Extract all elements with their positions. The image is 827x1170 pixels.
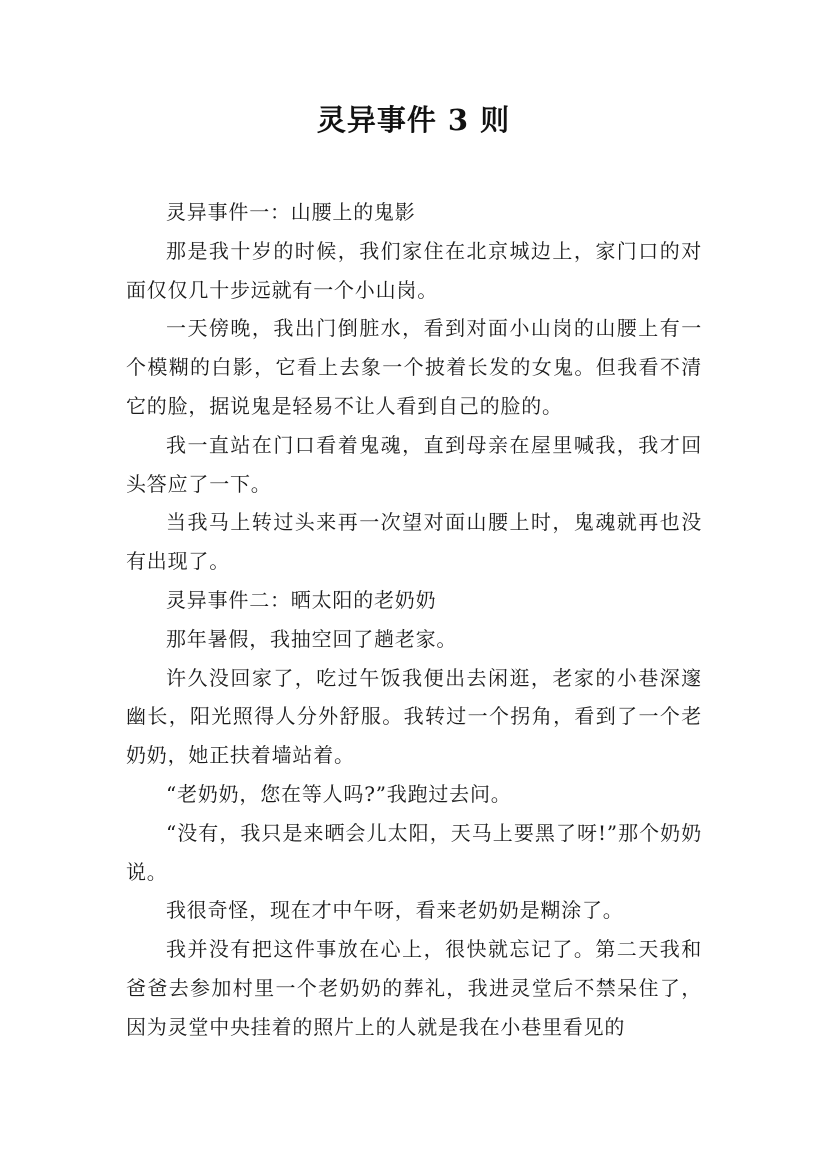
- paragraph: 我一直站在门口看着鬼魂，直到母亲在屋里喊我，我才回头答应了一下。: [126, 432, 702, 496]
- paragraph: 我很奇怪，现在才中午呀，看来老奶奶是糊涂了。: [166, 898, 624, 923]
- section-heading-1: 灵异事件一：山腰上的鬼影: [166, 200, 416, 224]
- paragraph: 当我马上转过头来再一次望对面山腰上时，鬼魂就再也没有出现了。: [126, 510, 702, 574]
- document-title: 灵异事件 3 则: [316, 103, 511, 137]
- paragraph: “没有，我只是来晒会儿太阳，天马上要黑了呀!”那个奶奶说。: [126, 820, 702, 884]
- document-body: [126, 193, 702, 1047]
- paragraph: 那年暑假，我抽空回了趟老家。: [166, 626, 458, 651]
- section-heading-2: 灵异事件二：晒太阳的老奶奶: [166, 587, 437, 612]
- paragraph: “老奶奶，您在等人吗?”我跑过去问。: [166, 781, 512, 806]
- paragraph: 一天傍晚，我出门倒脏水，看到对面小山岗的山腰上有一个模糊的白影，它看上去象一个披着长发的女鬼。但我看不清它的脸，据说鬼是轻易不让人看到自己的脸的。: [126, 316, 702, 418]
- paragraph: 许久没回家了，吃过午饭我便出去闲逛，老家的小巷深邃幽长，阳光照得人分外舒服。我转过一个拐角，看到了一个老奶奶，她正扶着墙站着。: [126, 665, 702, 768]
- paragraph: 我并没有把这件事放在心上，很快就忘记了。第二天我和爸爸去参加村里一个老奶奶的葬礼，我进灵堂后不禁呆住了，因为灵堂中央挂着的照片上的人就是我在小巷里看见的: [126, 937, 702, 1039]
- paragraph: 那是我十岁的时候，我们家住在北京城边上，家门口的对面仅仅几十步远就有一个小山岗。: [126, 238, 702, 302]
